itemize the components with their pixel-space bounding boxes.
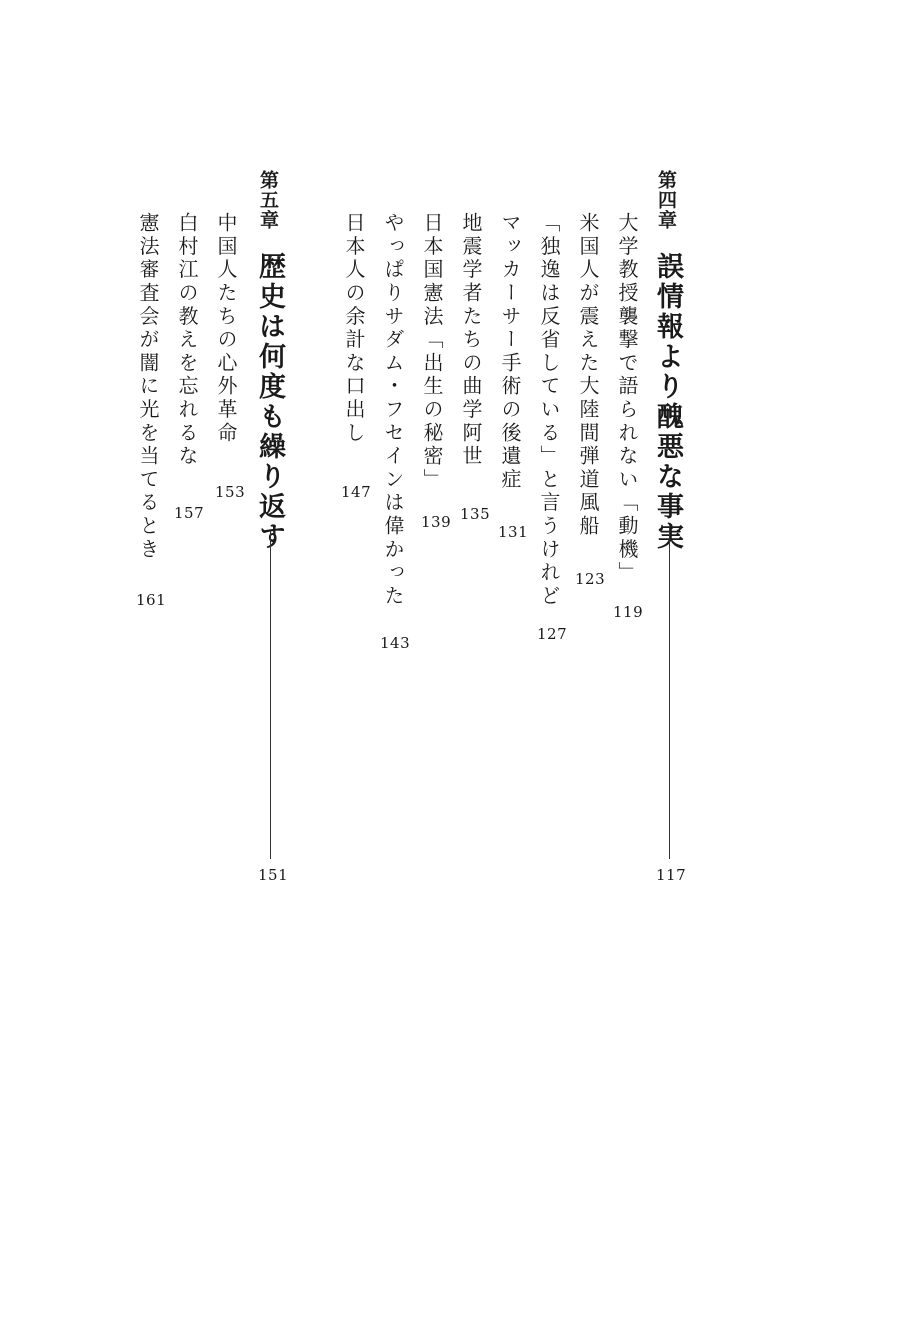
ch4-item-5-title[interactable]: 地震学者たちの曲学阿世 xyxy=(459,212,483,469)
ch5-item-1-page: 153 xyxy=(215,483,246,501)
chapter5-label: 第五章 xyxy=(257,170,279,230)
ch4-item-8-page: 147 xyxy=(341,483,372,501)
ch4-item-5-page: 135 xyxy=(460,505,491,523)
ch4-item-6-title[interactable]: 日本国憲法「出生の秘密」 xyxy=(420,212,444,492)
chapter4-page: 117 xyxy=(656,866,687,884)
ch4-item-4-page: 131 xyxy=(498,523,529,541)
ch4-item-7-title[interactable]: やっぱりサダム・フセインは偉かった xyxy=(381,212,405,609)
ch4-item-4-title[interactable]: マッカーサー手術の後遺症 xyxy=(498,212,522,492)
ch4-item-6-page: 139 xyxy=(421,513,452,531)
ch5-item-2-title[interactable]: 白村江の教えを忘れるな xyxy=(175,212,199,469)
chapter5-leader-line xyxy=(270,531,271,859)
ch4-item-1-title[interactable]: 大学教授襲撃で語られない「動機」 xyxy=(615,212,639,585)
ch4-item-2-page: 123 xyxy=(575,570,606,588)
chapter4-leader-line xyxy=(669,531,670,859)
ch4-item-2-title[interactable]: 米国人が震えた大陸間弾道風船 xyxy=(576,212,600,539)
ch4-item-3-title[interactable]: 「独逸は反省している」と言うけれど xyxy=(537,212,561,609)
ch5-item-2-page: 157 xyxy=(174,504,205,522)
ch5-item-1-title[interactable]: 中国人たちの心外革命 xyxy=(214,212,238,445)
chapter5-title[interactable]: 歴史は何度も繰り返す xyxy=(254,252,285,552)
ch5-item-3-title[interactable]: 憲法審査会が闇に光を当てるとき xyxy=(136,212,160,562)
ch4-item-3-page: 127 xyxy=(537,625,568,643)
chapter4-label: 第四章 xyxy=(655,170,677,230)
ch4-item-7-page: 143 xyxy=(380,634,411,652)
ch4-item-8-title[interactable]: 日本人の余計な口出し xyxy=(342,212,366,445)
ch4-item-1-page: 119 xyxy=(613,603,644,621)
ch5-item-3-page: 161 xyxy=(136,591,167,609)
chapter5-page: 151 xyxy=(258,866,289,884)
chapter4-title[interactable]: 誤情報より醜悪な事実 xyxy=(652,252,683,552)
